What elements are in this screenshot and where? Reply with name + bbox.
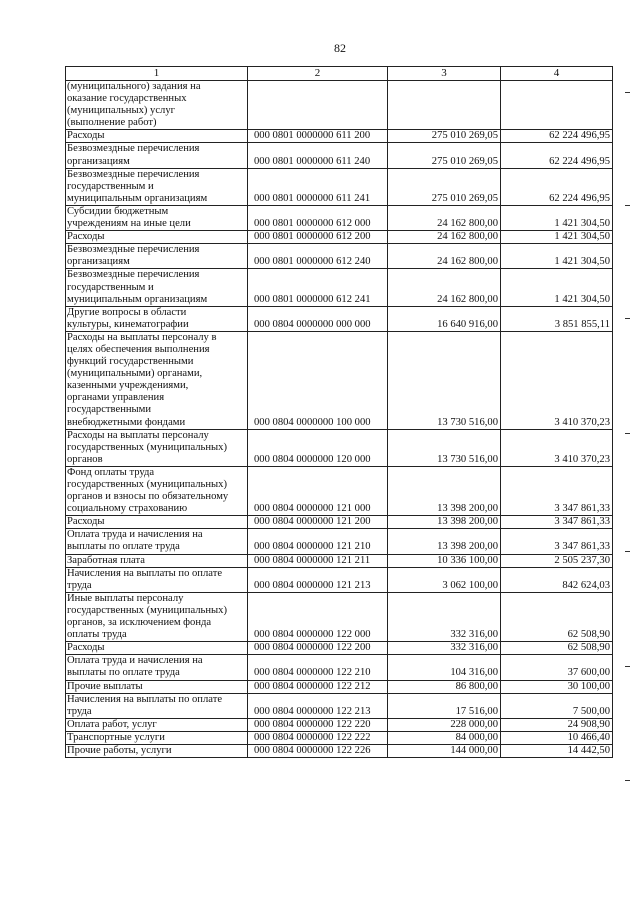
row-code-cell: 000 0804 0000000 121 200 [248, 516, 388, 529]
table-row [66, 244, 613, 269]
row-name-cell: Начисления на выплаты по оплате труда [66, 567, 248, 592]
row-name-cell: Оплата труда и начисления на выплаты по оплате труда [66, 655, 248, 680]
row-executed-amount-cell: 842 624,03 [501, 567, 613, 592]
row-name-cell: Прочие работы, услуги [66, 744, 248, 757]
row-name-cell: Транспортные услуги [66, 731, 248, 744]
row-approved-amount-cell: 84 000,00 [388, 731, 501, 744]
row-executed-amount-cell: 14 442,50 [501, 744, 613, 757]
row-code-cell: 000 0801 0000000 611 200 [248, 130, 388, 143]
row-code-cell: 000 0804 0000000 122 000 [248, 592, 388, 641]
margin-tick-mark [625, 433, 630, 434]
table-row [66, 205, 613, 230]
row-approved-amount-cell: 24 162 800,00 [388, 269, 501, 306]
table-row [66, 592, 613, 641]
margin-tick-mark [625, 92, 630, 93]
row-code-cell: 000 0801 0000000 612 240 [248, 244, 388, 269]
row-approved-amount-cell: 10 336 100,00 [388, 554, 501, 567]
row-approved-amount-cell: 24 162 800,00 [388, 205, 501, 230]
margin-tick-mark [625, 780, 630, 781]
table-row [66, 331, 613, 429]
margin-tick-mark [625, 666, 630, 667]
row-executed-amount-cell: 1 421 304,50 [501, 244, 613, 269]
margin-tick-mark [625, 551, 630, 552]
row-name-cell: Другие вопросы в области культуры, кинематографии [66, 306, 248, 331]
row-approved-amount-cell: 13 398 200,00 [388, 466, 501, 515]
row-code-cell: 000 0801 0000000 612 000 [248, 205, 388, 230]
table-row [66, 168, 613, 205]
row-name-cell: Расходы [66, 516, 248, 529]
row-executed-amount-cell: 3 410 370,23 [501, 331, 613, 429]
table-row [66, 429, 613, 466]
row-approved-amount-cell: 24 162 800,00 [388, 244, 501, 269]
column-header-4: 4 [501, 67, 613, 81]
row-executed-amount-cell: 3 347 861,33 [501, 529, 613, 554]
row-name-cell: Субсидии бюджетным учреждениям на иные цели [66, 205, 248, 230]
row-code-cell: 000 0804 0000000 122 212 [248, 680, 388, 693]
table-row [66, 744, 613, 757]
row-approved-amount-cell: 13 398 200,00 [388, 516, 501, 529]
row-approved-amount-cell: 228 000,00 [388, 718, 501, 731]
row-name-cell: Безвозмездные перечисления организациям [66, 244, 248, 269]
table-row [66, 466, 613, 515]
table-row [66, 529, 613, 554]
table-body [66, 67, 613, 758]
row-executed-amount-cell: 7 500,00 [501, 693, 613, 718]
row-code-cell: 000 0804 0000000 100 000 [248, 331, 388, 429]
row-executed-amount-cell: 62 224 496,95 [501, 143, 613, 168]
row-executed-amount-cell: 2 505 237,30 [501, 554, 613, 567]
row-code-cell: 000 0804 0000000 122 220 [248, 718, 388, 731]
margin-tick-mark [625, 205, 630, 206]
row-code-cell: 000 0804 0000000 121 000 [248, 466, 388, 515]
row-name-cell: Безвозмездные перечисления государственным и муниципальным организациям [66, 269, 248, 306]
row-executed-amount-cell: 62 508,90 [501, 592, 613, 641]
table-row [66, 642, 613, 655]
row-code-cell: 000 0801 0000000 612 200 [248, 231, 388, 244]
row-code-cell: 000 0804 0000000 121 211 [248, 554, 388, 567]
table-row [66, 731, 613, 744]
table-row [66, 554, 613, 567]
row-name-cell: Расходы [66, 130, 248, 143]
row-name-cell: Начисления на выплаты по оплате труда [66, 693, 248, 718]
row-approved-amount-cell: 3 062 100,00 [388, 567, 501, 592]
table-row [66, 81, 613, 130]
row-approved-amount-cell: 144 000,00 [388, 744, 501, 757]
row-executed-amount-cell: 30 100,00 [501, 680, 613, 693]
table-row [66, 655, 613, 680]
row-executed-amount-cell: 37 600,00 [501, 655, 613, 680]
margin-tick-mark [625, 318, 630, 319]
table-row [66, 269, 613, 306]
row-executed-amount-cell: 10 466,40 [501, 731, 613, 744]
row-approved-amount-cell: 16 640 916,00 [388, 306, 501, 331]
table-row [66, 680, 613, 693]
row-executed-amount-cell: 62 224 496,95 [501, 130, 613, 143]
row-name-cell: Расходы на выплаты персоналу в целях обеспечения выполнения функций государственными (муниципальными) органами, казенными учреждениями, органами управления государственными внебюджетными фондами [66, 331, 248, 429]
row-code-cell: 000 0804 0000000 121 213 [248, 567, 388, 592]
row-executed-amount-cell: 1 421 304,50 [501, 269, 613, 306]
row-executed-amount-cell: 3 347 861,33 [501, 516, 613, 529]
row-code-cell [248, 81, 388, 130]
row-code-cell: 000 0804 0000000 122 210 [248, 655, 388, 680]
row-approved-amount-cell: 275 010 269,05 [388, 168, 501, 205]
row-approved-amount-cell: 275 010 269,05 [388, 130, 501, 143]
row-code-cell: 000 0804 0000000 000 000 [248, 306, 388, 331]
row-approved-amount-cell [388, 81, 501, 130]
row-approved-amount-cell: 24 162 800,00 [388, 231, 501, 244]
table-row [66, 143, 613, 168]
row-approved-amount-cell: 332 316,00 [388, 642, 501, 655]
row-executed-amount-cell: 3 851 855,11 [501, 306, 613, 331]
row-approved-amount-cell: 13 730 516,00 [388, 429, 501, 466]
table-row [66, 693, 613, 718]
row-name-cell: Иные выплаты персоналу государственных (муниципальных) органов, за исключением фонда оплаты труда [66, 592, 248, 641]
row-executed-amount-cell: 62 508,90 [501, 642, 613, 655]
row-approved-amount-cell: 332 316,00 [388, 592, 501, 641]
row-code-cell: 000 0804 0000000 121 210 [248, 529, 388, 554]
row-executed-amount-cell: 1 421 304,50 [501, 231, 613, 244]
row-code-cell: 000 0804 0000000 122 226 [248, 744, 388, 757]
table-row [66, 567, 613, 592]
row-name-cell: Расходы [66, 231, 248, 244]
row-approved-amount-cell: 13 730 516,00 [388, 331, 501, 429]
row-name-cell: (муниципального) задания на оказание государственных (муниципальных) услуг (выполнение работ) [66, 81, 248, 130]
row-name-cell: Безвозмездные перечисления государственным и муниципальным организациям [66, 168, 248, 205]
row-approved-amount-cell: 86 800,00 [388, 680, 501, 693]
row-executed-amount-cell [501, 81, 613, 130]
row-code-cell: 000 0801 0000000 611 240 [248, 143, 388, 168]
row-approved-amount-cell: 104 316,00 [388, 655, 501, 680]
table-row [66, 130, 613, 143]
page-number: 82 [334, 41, 346, 55]
row-code-cell: 000 0804 0000000 122 213 [248, 693, 388, 718]
row-executed-amount-cell: 3 347 861,33 [501, 466, 613, 515]
column-header-2: 2 [248, 67, 388, 81]
row-name-cell: Безвозмездные перечисления организациям [66, 143, 248, 168]
row-approved-amount-cell: 13 398 200,00 [388, 529, 501, 554]
column-header-1: 1 [66, 67, 248, 81]
table-row [66, 516, 613, 529]
row-code-cell: 000 0801 0000000 611 241 [248, 168, 388, 205]
row-approved-amount-cell: 17 516,00 [388, 693, 501, 718]
row-name-cell: Расходы [66, 642, 248, 655]
row-name-cell: Заработная плата [66, 554, 248, 567]
column-header-3: 3 [388, 67, 501, 81]
row-code-cell: 000 0804 0000000 122 200 [248, 642, 388, 655]
row-executed-amount-cell: 3 410 370,23 [501, 429, 613, 466]
row-code-cell: 000 0801 0000000 612 241 [248, 269, 388, 306]
budget-execution-table [65, 66, 613, 758]
row-executed-amount-cell: 24 908,90 [501, 718, 613, 731]
table-header-row [66, 67, 613, 81]
row-name-cell: Расходы на выплаты персоналу государственных (муниципальных) органов [66, 429, 248, 466]
row-name-cell: Оплата труда и начисления на выплаты по оплате труда [66, 529, 248, 554]
row-executed-amount-cell: 1 421 304,50 [501, 205, 613, 230]
row-name-cell: Оплата работ, услуг [66, 718, 248, 731]
row-name-cell: Фонд оплаты труда государственных (муниципальных) органов и взносы по обязательному социальному страхованию [66, 466, 248, 515]
row-code-cell: 000 0804 0000000 122 222 [248, 731, 388, 744]
row-approved-amount-cell: 275 010 269,05 [388, 143, 501, 168]
row-name-cell: Прочие выплаты [66, 680, 248, 693]
table-row [66, 306, 613, 331]
row-code-cell: 000 0804 0000000 120 000 [248, 429, 388, 466]
table-row [66, 231, 613, 244]
table-row [66, 718, 613, 731]
row-executed-amount-cell: 62 224 496,95 [501, 168, 613, 205]
